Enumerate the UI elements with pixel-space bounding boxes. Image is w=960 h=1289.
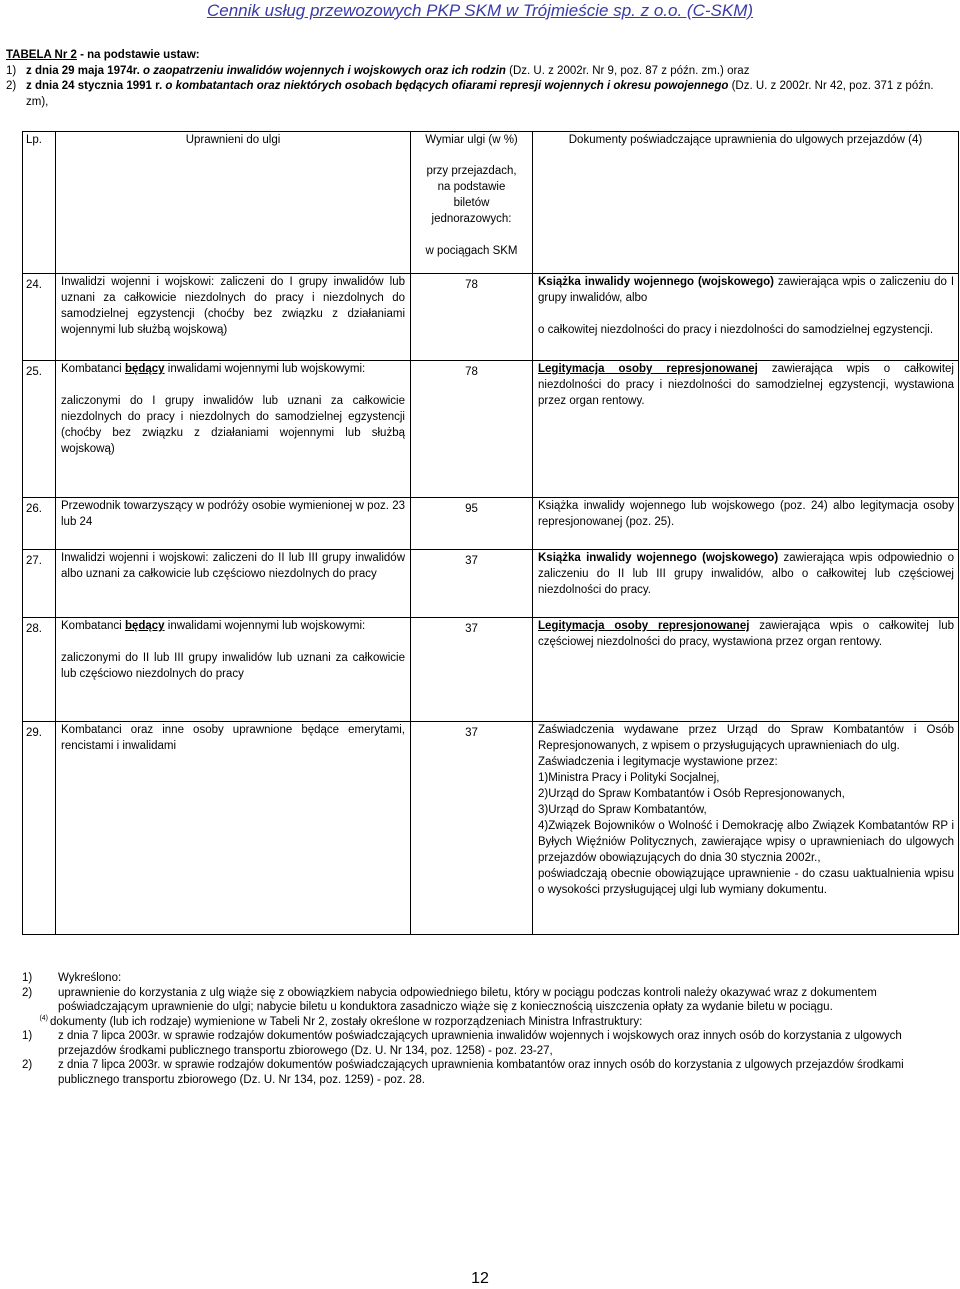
legal-basis: [6, 48, 951, 110]
table-title: TABELA Nr 2 - na podstawie ustaw:: [6, 49, 200, 61]
table-row: 26. Przewodnik towarzyszący w podróży osobie wymienionej w poz. 23 lub 24 95 Książka inwalidy wojennego lub wojskowego (poz. 24) albo legitymacja osoby represjonowanej (poz. 25).: [23, 498, 959, 550]
footnote: $^{(4)}$ dokumenty (lub ich rodzaje) wymienione w Tabeli Nr 2, zostały określone w rozporządzeniach Ministra Infrastruktury:: [39, 1014, 643, 1028]
discount-table: [22, 131, 959, 935]
table-row: 24. Inwalidzi wojenni i wojskowi: zaliczeni do I grupy inwalidów lub uznani za całkowicie niezdolnych do pracy i niezdolnych do samodzielnej egzystencji (choćby bez związku z działaniami wojennymi lub służbą wojskową) 78 Książka inwalidy wojennego (wojskowego) zawierająca wpis o zaliczeniu do I grupy inwalidów, albo o całkowitej niezdolności do pracy i niezdolności do samodzielnej egzystencji.: [23, 274, 959, 361]
header-discount: Wymiar ulgi (w %): [411, 132, 533, 149]
header-entitled: Uprawnieni do ulgi: [56, 132, 411, 149]
subheader-discount: przy przejazdach, na podstawie biletów jednorazowych: w pociągach SKM: [411, 148, 533, 274]
table-row: 29. Kombatanci oraz inne osoby uprawnione będące emerytami, rencistami i inwalidami 37 Zaświadczenia wydawane przez Urząd do Spraw Kombatantów i Osób Represjonowanych, z wpisem o przysługujących uprawnieniach do ulg. Zaświadczenia i legitymacje wystawione przez: 1)Ministra Pracy i Polityki Socjalnej, 2)Urząd do Spraw Kombatantów i Osób Represjonowanych, 3)Urząd do Spraw Kombatantów, 4)Związek Bojowników o Wolność i Demokrację albo Związek Kombatantów RP i Byłych Więźniów Politycznych, zawierające wpisy o uprawnieniach do ulgowych przejazdów obowiązujących do dnia 30 stycznia 2002r., poświadczają obecnie obowiązujące uprawnienie - do czasu uaktualnienia wpisu o wysokości przysługującej ulgi lub wymiany dokumentu.: [23, 722, 959, 935]
table-row: 25. Kombatanci będący inwalidami wojennymi lub wojskowymi: zaliczonymi do I grupy inwalidów lub uznani za całkowicie niezdolnych do pracy i niezdolnych do samodzielnej egzystencji (choćby bez związku z działaniami wojennymi lub służbą wojskową) 78 Legitymacja osoby represjonowanej zawierająca wpis o całkowitej niezdolności do pracy i niezdolności do samodzielnej egzystencji, wystawiona przez organ rentowy.: [23, 361, 959, 498]
footnote: 1) z dnia 7 lipca 2003r. w sprawie rodzajów dokumentów poświadczających uprawnienia inwalidów wojennych i wojskowych oraz innych osób do korzystania z ulgowych przejazdów środkami publicznego transportu zbiorowego (Dz. U. Nr 134, poz. 1258) - poz. 23-27,: [22, 1030, 902, 1057]
table-row: 27. Inwalidzi wojenni i wojskowi: zaliczeni do II lub III grupy inwalidów albo uznani za całkowicie lub częściowo niezdolnych do pracy 37 Książka inwalidy wojennego (wojskowego) zawierająca wpis odpowiednio o zaliczeniu do II lub III grupy inwalidów, albo o całkowitej lub częściowej niezdolności do pracy.: [23, 550, 959, 618]
footnote: 2) z dnia 7 lipca 2003r. w sprawie rodzajów dokumentów poświadczających uprawnienia kombatantów oraz innych osób do korzystania z ulgowych przejazdów środkami publicznego transportu zbiorowego (Dz. U. Nr 134, poz. 1259) - poz. 28.: [22, 1059, 904, 1086]
table-header-row: [23, 132, 959, 149]
legal-basis-item: 2) z dnia 24 stycznia 1991 r. o kombatantach oraz niektórych osobach będących ofiarami represji wojennych i okresu powojennego (Dz. U. z 2002r. Nr 42, poz. 371 z późn. zm),: [6, 80, 934, 108]
header-lp: Lp.: [23, 132, 56, 149]
legal-basis-item: 1) z dnia 29 maja 1974r. o zaopatrzeniu inwalidów wojennych i wojskowych oraz ich rodzin (Dz. U. z 2002r. Nr 9, poz. 87 z późn. zm.) oraz: [6, 64, 750, 77]
table-row: 28. Kombatanci będący inwalidami wojennymi lub wojskowymi: zaliczonymi do II lub III grupy inwalidów lub uznani za całkowicie lub częściowo niezdolnych do pracy 37 Legitymacja osoby represjonowanej zawierająca wpis o całkowitej lub częściowej niezdolności do pracy, wystawiona przez organ rentowy.: [23, 618, 959, 722]
footnote: 2) uprawnienie do korzystania z ulg wiąże się z obowiązkiem nabycia odpowiedniego biletu, który w pociągu podczas kontroli należy okazywać wraz z dokumentem poświadczającym uprawnienie do ulgi; nabycie biletu u konduktora zasadniczo wiąże się z koniecznością uiszczenia opłaty za wydanie biletu w pociągu.: [22, 986, 877, 1013]
footnotes: [22, 971, 952, 1087]
footnote: 1) Wykreślono:: [22, 972, 122, 984]
header-documents: Dokumenty poświadczające uprawnienia do ulgowych przejazdów (4): [533, 132, 959, 149]
table-subheader-row: [23, 148, 959, 274]
page-header-title: Cennik usług przewozowych PKP SKM w Trójmieście sp. z o.o. (C-SKM): [206, 1, 754, 20]
page-number: 12: [471, 1270, 489, 1287]
